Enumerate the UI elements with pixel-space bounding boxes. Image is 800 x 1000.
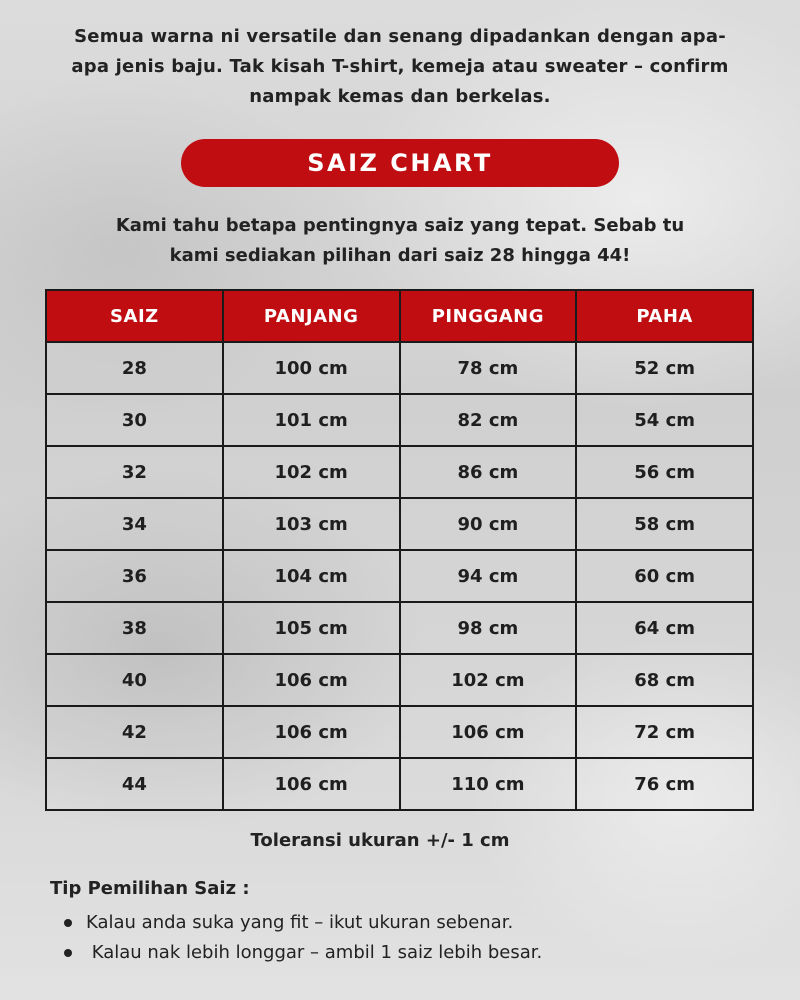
cell-paha: 68 cm bbox=[576, 654, 753, 706]
size-chart-banner bbox=[181, 139, 619, 187]
table-header-row bbox=[46, 290, 753, 342]
cell-saiz: 34 bbox=[46, 498, 223, 550]
tip-text: Kalau nak lebih longgar – ambil 1 saiz lebih besar. bbox=[86, 942, 543, 963]
cell-pinggang: 78 cm bbox=[400, 342, 577, 394]
tips-list bbox=[60, 908, 542, 968]
table-row bbox=[46, 706, 753, 758]
list-item bbox=[60, 908, 542, 938]
lead-text bbox=[0, 211, 800, 271]
bullet-icon bbox=[64, 949, 72, 957]
cell-saiz: 40 bbox=[46, 654, 223, 706]
cell-saiz: 44 bbox=[46, 758, 223, 810]
cell-paha: 76 cm bbox=[576, 758, 753, 810]
cell-paha: 64 cm bbox=[576, 602, 753, 654]
cell-saiz: 32 bbox=[46, 446, 223, 498]
tolerance-note: Toleransi ukuran +/- 1 cm bbox=[250, 830, 510, 851]
cell-paha: 58 cm bbox=[576, 498, 753, 550]
table-row bbox=[46, 654, 753, 706]
cell-panjang: 105 cm bbox=[223, 602, 400, 654]
list-item bbox=[60, 938, 542, 968]
table-row bbox=[46, 498, 753, 550]
header-panjang: PANJANG bbox=[223, 290, 400, 342]
header-paha: PAHA bbox=[576, 290, 753, 342]
intro-line: apa jenis baju. Tak kisah T-shirt, kemeja atau sweater – confirm bbox=[71, 56, 729, 77]
cell-paha: 56 cm bbox=[576, 446, 753, 498]
cell-pinggang: 82 cm bbox=[400, 394, 577, 446]
tip-text: Kalau anda suka yang fit – ikut ukuran sebenar. bbox=[86, 912, 514, 933]
intro-line: nampak kemas dan berkelas. bbox=[249, 86, 551, 107]
cell-panjang: 103 cm bbox=[223, 498, 400, 550]
cell-pinggang: 110 cm bbox=[400, 758, 577, 810]
table-row bbox=[46, 758, 753, 810]
cell-panjang: 106 cm bbox=[223, 706, 400, 758]
banner-title: SAIZ CHART bbox=[307, 149, 493, 177]
cell-paha: 60 cm bbox=[576, 550, 753, 602]
cell-pinggang: 106 cm bbox=[400, 706, 577, 758]
table-row bbox=[46, 602, 753, 654]
cell-pinggang: 98 cm bbox=[400, 602, 577, 654]
cell-paha: 54 cm bbox=[576, 394, 753, 446]
cell-saiz: 42 bbox=[46, 706, 223, 758]
tips-title: Tip Pemilihan Saiz : bbox=[50, 878, 250, 899]
header-saiz: SAIZ bbox=[46, 290, 223, 342]
lead-line: kami sediakan pilihan dari saiz 28 hingga 44! bbox=[169, 245, 631, 266]
cell-pinggang: 86 cm bbox=[400, 446, 577, 498]
cell-paha: 52 cm bbox=[576, 342, 753, 394]
table-row bbox=[46, 342, 753, 394]
cell-paha: 72 cm bbox=[576, 706, 753, 758]
cell-pinggang: 90 cm bbox=[400, 498, 577, 550]
intro-text bbox=[0, 22, 800, 112]
table-row bbox=[46, 550, 753, 602]
cell-panjang: 106 cm bbox=[223, 654, 400, 706]
cell-panjang: 106 cm bbox=[223, 758, 400, 810]
cell-panjang: 102 cm bbox=[223, 446, 400, 498]
table-row bbox=[46, 394, 753, 446]
bullet-icon bbox=[64, 919, 72, 927]
cell-pinggang: 94 cm bbox=[400, 550, 577, 602]
cell-saiz: 38 bbox=[46, 602, 223, 654]
cell-panjang: 101 cm bbox=[223, 394, 400, 446]
lead-line: Kami tahu betapa pentingnya saiz yang tepat. Sebab tu bbox=[115, 215, 685, 236]
size-table bbox=[45, 289, 754, 811]
cell-saiz: 28 bbox=[46, 342, 223, 394]
cell-pinggang: 102 cm bbox=[400, 654, 577, 706]
header-pinggang: PINGGANG bbox=[400, 290, 577, 342]
table-row bbox=[46, 446, 753, 498]
cell-panjang: 100 cm bbox=[223, 342, 400, 394]
cell-panjang: 104 cm bbox=[223, 550, 400, 602]
intro-line: Semua warna ni versatile dan senang dipadankan dengan apa- bbox=[74, 26, 726, 47]
cell-saiz: 36 bbox=[46, 550, 223, 602]
cell-saiz: 30 bbox=[46, 394, 223, 446]
